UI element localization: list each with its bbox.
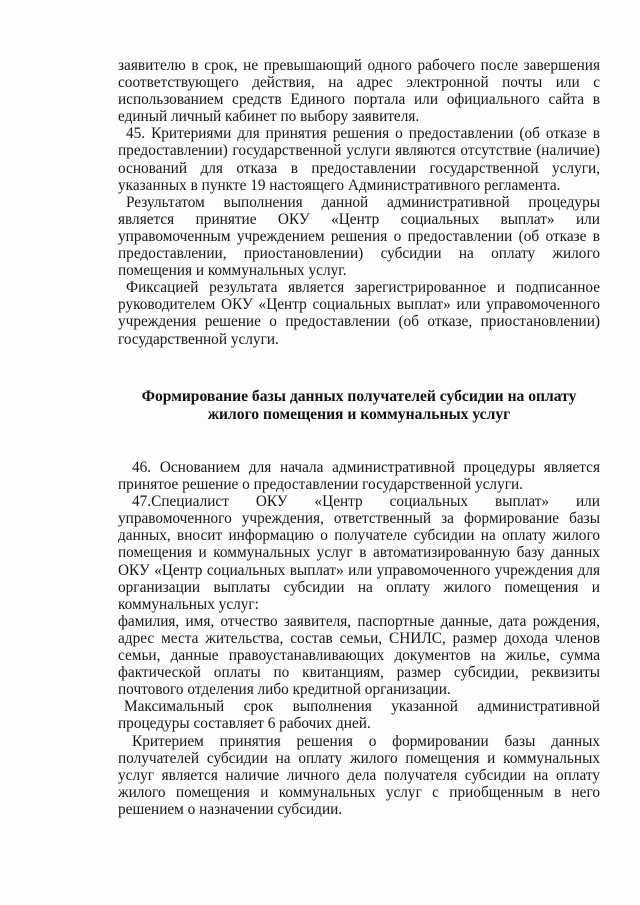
heading-line-2: жилого помещения и коммунальных услуг: [207, 406, 511, 423]
paragraph-47: 47.Специалист ОКУ «Центр социальных выплат» или управомоченного учреждения, ответственный за формирование базы данных, вносит информацию о получателе субсидии на оплату жилого помещения и коммунальных услуг в автоматизированную базу данных ОКУ «Центр социальных выплат» или управомоченного учреждения для организации выплаты субсидии на оплату жилого помещения и коммунальных услуг:: [118, 493, 600, 613]
paragraph-result: Результатом выполнения данной административной процедуры является принятие ОКУ «Центр социальных выплат» или управомоченным учреждением решения о предоставлении (об отказе в предоставлении, приостановлении) субсидии на оплату жилого помещения и коммунальных услуг.: [118, 193, 600, 280]
paragraph-criterion: Критерием принятия решения о формировании базы данных получателей субсидии на оплату жилого помещения и коммунальных услуг является наличие личного дела получателя субсидии на оплату жилого помещения и коммунальных услуг с приобщенным в него решением о назначении субсидии.: [118, 732, 600, 818]
paragraph-max-term: Максимальный срок выполнения указанной административной процедуры составляет 6 рабочих дней.: [118, 698, 600, 733]
paragraph-fields-list: фамилия, имя, отчество заявителя, паспортные данные, дата рождения, адрес места жительства, состав семьи, СНИЛС, размер дохода членов семьи, данные правоустанавливающих документов на жилье, сумма фактической оплаты по квитанциям, размер субсидии, реквизиты почтового отделения либо кредитной организации.: [118, 612, 600, 699]
heading-line-1: Формирование базы данных получателей субсидии на оплату: [141, 388, 577, 405]
paragraph-continuation: заявителю в срок, не превышающий одного рабочего после завершения соответствующего действия, на адрес электронной почты или с использованием средств Единого портала или официального сайта в единый личный кабинет по выбору заявителя.: [118, 57, 600, 126]
paragraph-45: 45. Критериями для принятия решения о предоставлении (об отказе в предоставлении) государственной услуги являются отсутствие (наличие) оснований для отказа в предоставлении государственной услуги, указанных в пункте 19 настоящего Административного регламента.: [118, 125, 600, 194]
paragraph-fixation: Фиксацией результата является зарегистрированное и подписанное руководителем ОКУ «Центр социальных выплат» или управомоченного учреждения решение о предоставлении (об отказе, приостановлении) государственной услуги.: [118, 279, 600, 348]
text-block-top: [118, 57, 600, 348]
text-block-bottom: [118, 459, 600, 818]
paragraph-46: 46. Основанием для начала административной процедуры является принятое решение о предоставлении государственной услуги.: [118, 459, 600, 494]
section-heading: [118, 388, 600, 424]
